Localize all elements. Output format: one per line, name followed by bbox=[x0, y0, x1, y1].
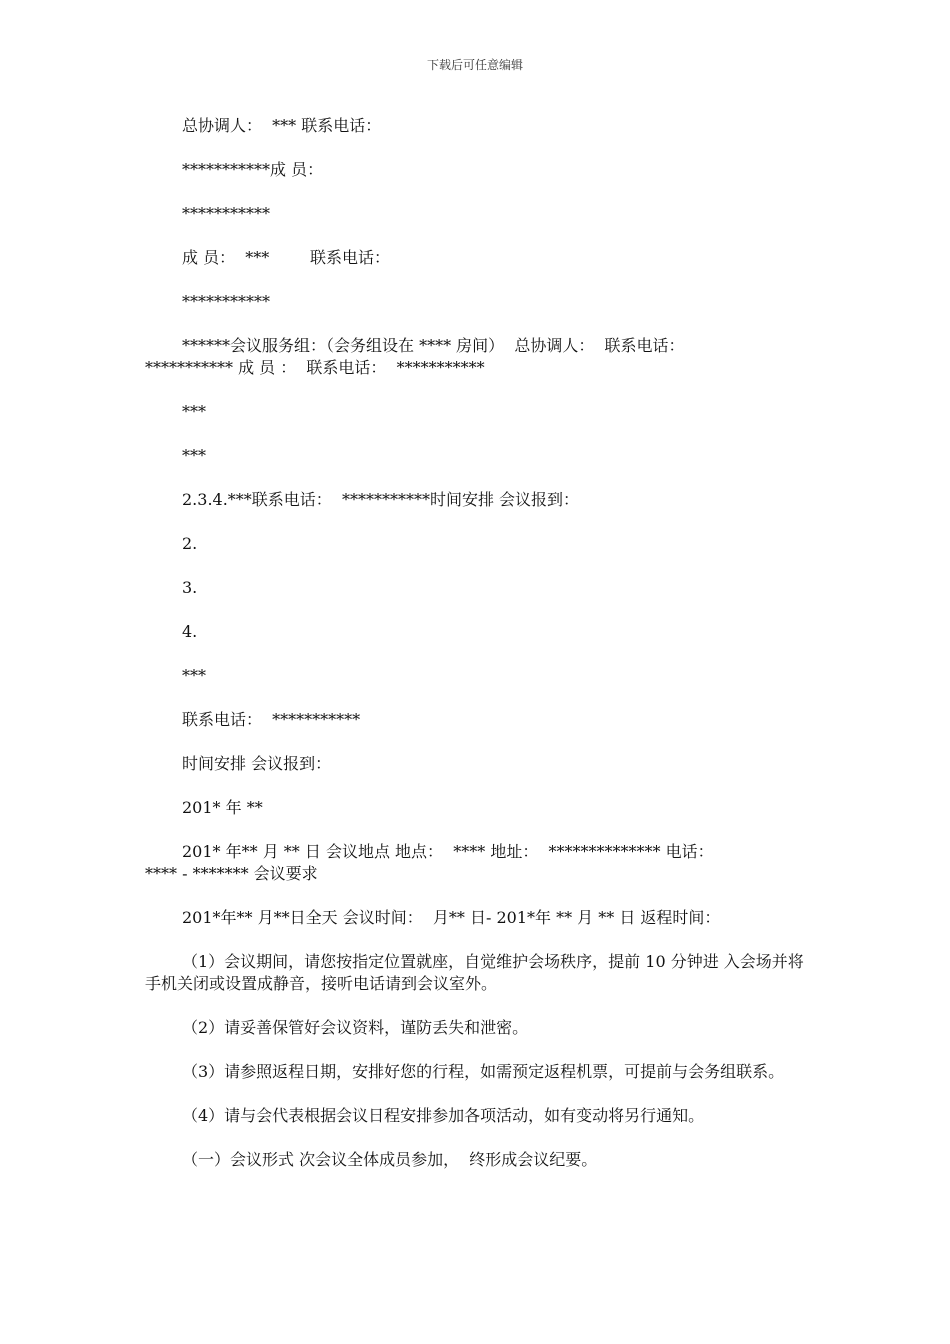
paragraph: *** bbox=[182, 666, 206, 685]
paragraph: 联系电话： *********** bbox=[182, 710, 361, 729]
paragraph: 4. bbox=[182, 622, 198, 641]
paragraph: *********** bbox=[182, 292, 270, 311]
paragraph: 2.3.4.***联系电话： ***********时间安排 会议报到： bbox=[182, 490, 580, 509]
paragraph: 201* 年 ** bbox=[182, 798, 263, 817]
paragraph: *********** bbox=[182, 204, 270, 223]
paragraph: 成 员： *** 联系电话： bbox=[182, 248, 390, 267]
paragraph: ******会议服务组：（会务组设在 **** 房间） 总协调人： 联系电话： *********** 成 员 ： 联系电话： *********** bbox=[145, 336, 685, 377]
paragraph: （4）请与会代表根据会议日程安排参加各项活动，如有变动将另行通知。 bbox=[182, 1106, 705, 1125]
paragraph: *** bbox=[182, 402, 206, 421]
paragraph: （2）请妥善保管好会议资料，谨防丢失和泄密。 bbox=[182, 1018, 529, 1037]
paragraph: 3. bbox=[182, 578, 198, 597]
paragraph: （3）请参照返程日期，安排好您的行程，如需预定返程机票，可提前与会务组联系。 bbox=[182, 1062, 785, 1081]
paragraph: 总协调人： *** 联系电话： bbox=[182, 116, 382, 135]
paragraph: （1）会议期间，请您按指定位置就座，自觉维护会场秩序，提前 10 分钟进 入会场并将手机关闭或设置成静音，接听电话请到会议室外。 bbox=[145, 952, 804, 993]
paragraph: 201*年** 月**日全天 会议时间： 月** 日- 201*年 ** 月 ** 日 返程时间： bbox=[182, 908, 721, 927]
paragraph: （一）会议形式 次会议全体成员参加， 终形成会议纪要。 bbox=[182, 1150, 598, 1169]
paragraph: *** bbox=[182, 446, 206, 465]
paragraph: 201* 年** 月 ** 日 会议地点 地点： **** 地址： ************** 电话： **** - ******* 会议要求 bbox=[145, 842, 714, 883]
paragraph: ***********成 员： bbox=[182, 160, 324, 179]
page-header: 下载后可任意编辑 bbox=[426, 58, 523, 72]
paragraph: 时间安排 会议报到： bbox=[182, 754, 332, 773]
document-body bbox=[145, 115, 807, 1193]
paragraph: 2. bbox=[182, 534, 198, 553]
